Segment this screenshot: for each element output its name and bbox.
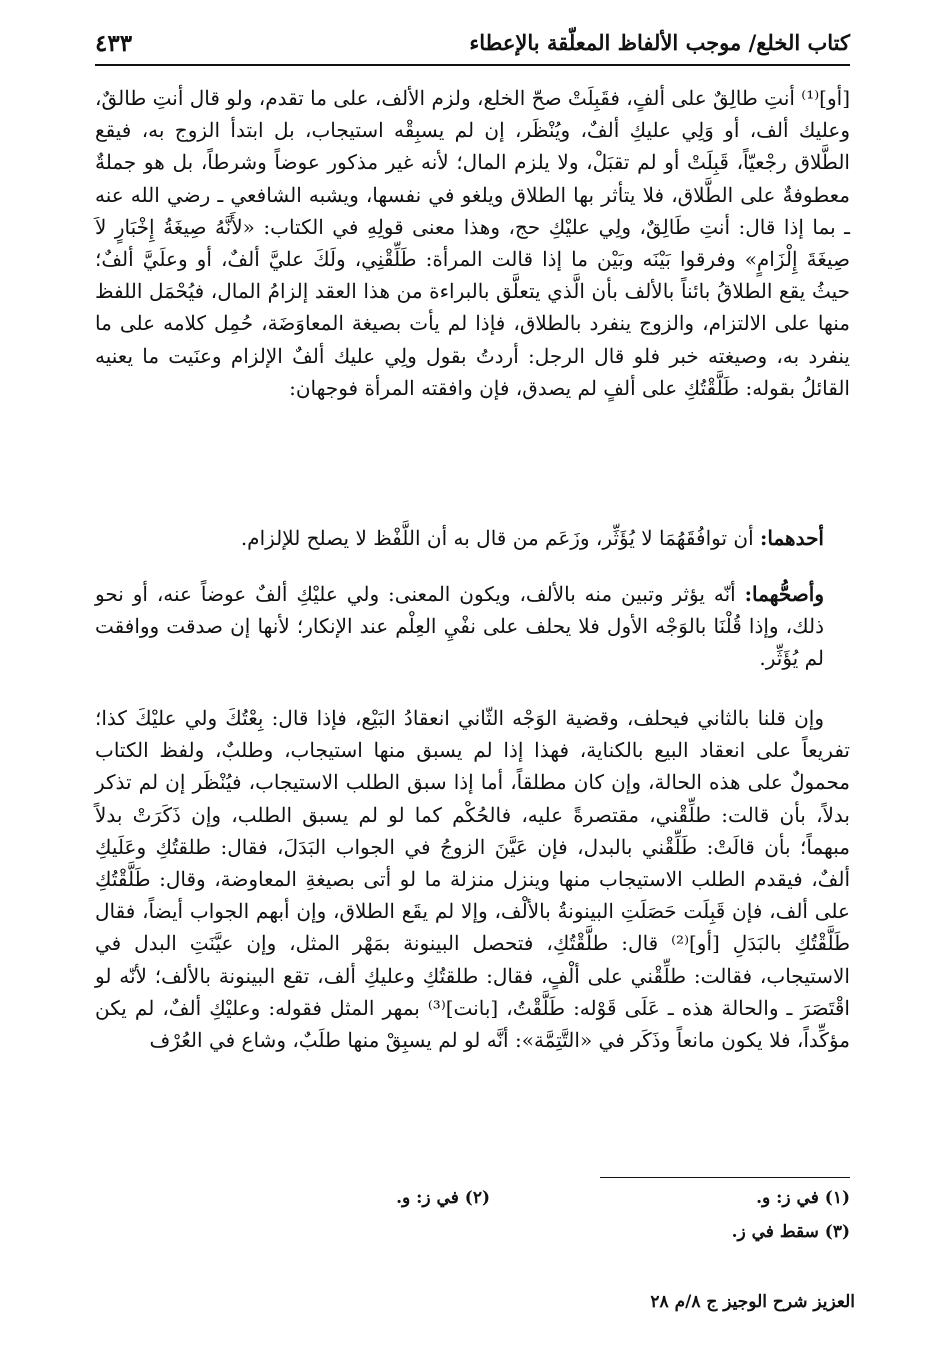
footnotes bbox=[95, 1188, 850, 1256]
footnote-1-number: (١) bbox=[824, 1188, 850, 1208]
footnote-row bbox=[95, 1188, 850, 1222]
header-rule bbox=[95, 64, 850, 66]
footnote-2-text: في ز: و. bbox=[396, 1188, 459, 1208]
footnote-1-text: في ز: و. bbox=[756, 1188, 819, 1208]
footnote-3-number: (٣) bbox=[824, 1222, 850, 1242]
footnote-1 bbox=[756, 1188, 850, 1208]
paragraph-main: [أو]⁽¹⁾ أنتِ طالِقٌ على ألفٍ، فقَبِلَتْ صحّ الخلع، ولزم الألف، على ما تقدم، ولو قال أنتِ طالقٌ، وعليك ألف، أو وَلِي عليكِ ألفٌ، ويُنْظَر، إن لم يسبِقْه استيجاب، بل ابتدأ الزوج به، فيقع الطَّلاق رجْعيّاً، قَبِلَتْ أو لم تقبَلْ، ولا يلزم المال؛ لأنه غير مذكور عوضاً وشرطاً، بل هو جملةٌ معطوفةٌ على الطَّلاق، فلا يتأثر بها الطلاق ويلغو في نفسها، ويشبه الشافعي ـ رضي الله عنه ـ بما إذا قال: أنتِ طَالِقٌ، ولِي عليْكِ حج، وهذا معنى قولِهِ في الكتاب: «لأَنَّهُ صِيغَةُ إِخْبَارٍ لاَ صِيغَةَ إِلْزَامٍ» وفرقوا بَيْنَه وبَيْن ما إذا قالت المرأة: طَلِّقْنِي، ولَكَ عليَّ ألفٌ، أو وعلَيَّ ألفٌ؛ حيثُ يقع الطلاقُ بائناً بالألف بأن الَّذي يتعلَّق بالبراءة من هذا العقد إلزامُ المال، فيُحْمَل اللفظ منها على الالتزام، والزوج ينفرد بالطلاق، فإذا لم يأت بصيغة المعاوَضَة، حُمِل كلامه على ما ينفرد به، وصيغته خبر فلو قال الرجل: أردتُ بقول ولِي عليك ألفٌ الإلزام وعنَيت ما يعنيه القائلُ بقوله: طَلَّقْتُكِ على ألفٍ لم يصدق، فإن وافقته المرأة فوجهان: bbox=[95, 86, 850, 400]
first-view-label: أحدهما: bbox=[759, 526, 824, 550]
page-number: ٤٣٣ bbox=[95, 30, 133, 57]
paragraph-continuation: وإن قلنا بالثاني فيحلف، وقضية الوَجْه الثّاني انعقادُ البَيْع، فإذا قال: بِعْتُكَ ولي عليْكَ كذا؛ تفريعاً على انعقاد البيع بالكناية، فهذا إذا لم يسبق منها استيجاب، وطلبٌ، ولفظ الكتاب محمولٌ على هذه الحالة، وإن كان مطلقاً، أما إذا سبق الطلب الاستيجاب، فيُنْظَر إن لم تذكر بدلاً، بأن قالت: طلِّقْني، مقتصرةً عليه، فالحُكْم كما لو لم يسبق الطلب، وإن ذَكَرَتْ بدلاً مبهماً؛ بأن قالَتْ: طَلِّقْني بالبدل، فإن عَيَّنَ الزوجُ في الجواب البَدَلَ، فقال: طلقتُكِ وعَلَيكِ ألفٌ، فيقدم الطلب الاستيجاب منها وينزل منزلة ما لو أتى بصيغةِ المعاوضة، وقال: طَلَّقْتُكِ على ألف، فإن قَبِلَت حَصَلَتِ البينونةُ بالألْف، وإلا لم يقَع الطلاق، وإن أبهم الجواب أيضاً، فقال طَلَّقْتُكِ بالبَدَلِ [أو]⁽²⁾ قال: طلَّقْتُكِ، فتحصل البينونة بمَهْر المثل، وإن عيَّنَتِ البدل في الاستيجاب، فقالت: طلِّقْني على ألْفٍ، فقال: طلقتُكِ وعليكِ ألف، تقع البينونة بالألف؛ لأنّه لو اقْتَصَرَ ـ والحالة هذه ـ عَلَى قَوْله: طَلَّقْتُ، [بانت]⁽³⁾ بمهر المثل فقوله: وعليْكِ ألفٌ، لم يكن مؤكِّداً، فلا يكون مانعاً وذَكَر في «التَّتِمَّة»: أنَّه لو لم يسبِقْ منها طلَبٌ، وشاع في العُرْف bbox=[95, 706, 850, 1053]
sounder-view-text: أنّه يؤثر وتبين منه بالألف، ويكون المعنى: ولي عليْكِ ألفٌ عوضاً عنه، أو نحو ذلك، وإذا قُلْنَا بالوَجْه الأول فلا يحلف على نفْيِ العِلْم عند الإنكار؛ لأنها إن صدقت ووافقت لم يُؤَثِّر. bbox=[95, 582, 824, 671]
footnote-row bbox=[95, 1222, 850, 1256]
paragraph-first-view bbox=[95, 522, 850, 558]
footnote-2 bbox=[396, 1188, 490, 1208]
main-text bbox=[95, 82, 850, 1122]
footnote-rule bbox=[600, 1177, 850, 1178]
paragraph-sounder-view bbox=[95, 578, 850, 678]
running-header bbox=[95, 30, 850, 62]
first-view-text: أن توافُقَهُمَا لا يُؤَثِّر، وزَعَم من قال به أن اللَّفْظ لا يصلح للإلزام. bbox=[240, 526, 754, 550]
sounder-view-label: وأصحُّهما: bbox=[744, 582, 824, 606]
footnote-2-number: (٢) bbox=[464, 1188, 490, 1208]
chapter-title: كتاب الخلع/ موجب الألفاظ المعلّقة بالإعطاء bbox=[469, 30, 850, 55]
footnote-3-text: سقط في ز. bbox=[731, 1222, 819, 1242]
footnote-3 bbox=[732, 1222, 850, 1242]
signature-mark: العزيز شرح الوجيز ج ٨/م ٢٨ bbox=[650, 1292, 855, 1312]
